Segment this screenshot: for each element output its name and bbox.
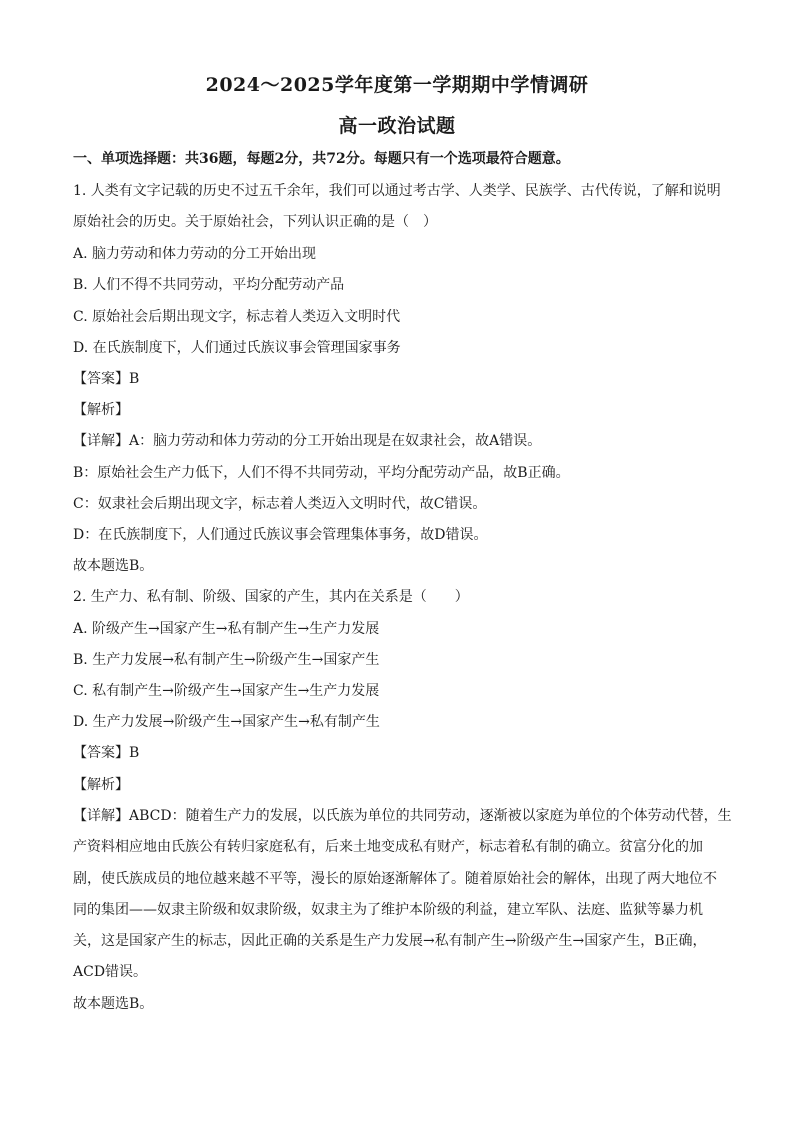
q2-option-c: C. 私有制产生→阶级产生→国家产生→生产力发展 [73, 683, 380, 699]
q1-option-d: D. 在氏族制度下，人们通过氏族议事会管理国家事务 [73, 340, 401, 356]
q1-detail-line: D：在氏族制度下，人们通过氏族议事会管理集体事务，故D错误。 [73, 527, 488, 543]
q1-conclusion: 故本题选B。 [73, 558, 154, 574]
q2-detail-line: 剧，使氏族成员的地位越来越不平等，漫长的原始逐渐解体了。随着原始社会的解体，出现了两大地位不 [73, 871, 717, 887]
q1-option-c: C. 原始社会后期出现文字，标志着人类迈入文明时代 [73, 309, 401, 325]
q2-detail-line: 产资料相应地由氏族公有转归家庭私有，后来土地变成私有财产，标志着私有制的确立。贫富分化的加 [73, 839, 703, 855]
exam-title: 2024～2025学年度第一学期期中学情调研 [205, 74, 589, 96]
q2-detail-line: 关，这是国家产生的标志，因此正确的关系是生产力发展→私有制产生→阶级产生→国家产生，B正确， [73, 933, 707, 949]
q1-detail-line: B：原始社会生产力低下，人们不得不共同劳动，平均分配劳动产品，故B正确。 [73, 465, 570, 481]
exam-subtitle: 高一政治试题 [338, 115, 456, 137]
q1-stem-line2: 原始社会的历史。关于原始社会，下列认识正确的是（ ） [73, 214, 437, 230]
section-heading: 一、单项选择题：共36题，每题2分，共72分。每题只有一个选项最符合题意。 [73, 151, 570, 167]
q1-detail-line: C：奴隶社会后期出现文字，标志着人类迈入文明时代，故C错误。 [73, 496, 487, 512]
q1-answer: 【答案】B [73, 371, 140, 387]
q2-option-d: D. 生产力发展→阶级产生→国家产生→私有制产生 [73, 714, 380, 730]
q1-stem-line1: 1. 人类有文字记载的历史不过五千余年，我们可以通过考古学、人类学、民族学、古代传说，了解和说明 [73, 183, 721, 199]
q2-answer: 【答案】B [73, 745, 140, 761]
q2-detail-line: 同的集团——奴隶主阶级和奴隶阶级，奴隶主为了维护本阶级的利益，建立军队、法庭、监狱等暴力机 [73, 902, 703, 918]
q2-option-a: A. 阶级产生→国家产生→私有制产生→生产力发展 [73, 621, 380, 637]
q2-detail-line: ACD错误。 [73, 964, 148, 980]
q2-analysis-label: 【解析】 [73, 777, 129, 793]
q1-analysis-label: 【解析】 [73, 402, 129, 418]
q1-option-b: B. 人们不得不共同劳动，平均分配劳动产品 [73, 277, 345, 293]
q1-detail-line: 【详解】A：脑力劳动和体力劳动的分工开始出现是在奴隶社会，故A错误。 [73, 433, 542, 449]
q1-option-a: A. 脑力劳动和体力劳动的分工开始出现 [73, 246, 317, 262]
q2-detail-line: 【详解】ABCD：随着生产力的发展，以氏族为单位的共同劳动，逐渐被以家庭为单位的个体劳动代替，生 [73, 808, 732, 824]
q2-option-b: B. 生产力发展→私有制产生→阶级产生→国家产生 [73, 652, 380, 668]
q2-stem: 2. 生产力、私有制、阶级、国家的产生，其内在关系是（ ） [73, 589, 469, 605]
q2-conclusion: 故本题选B。 [73, 996, 154, 1012]
